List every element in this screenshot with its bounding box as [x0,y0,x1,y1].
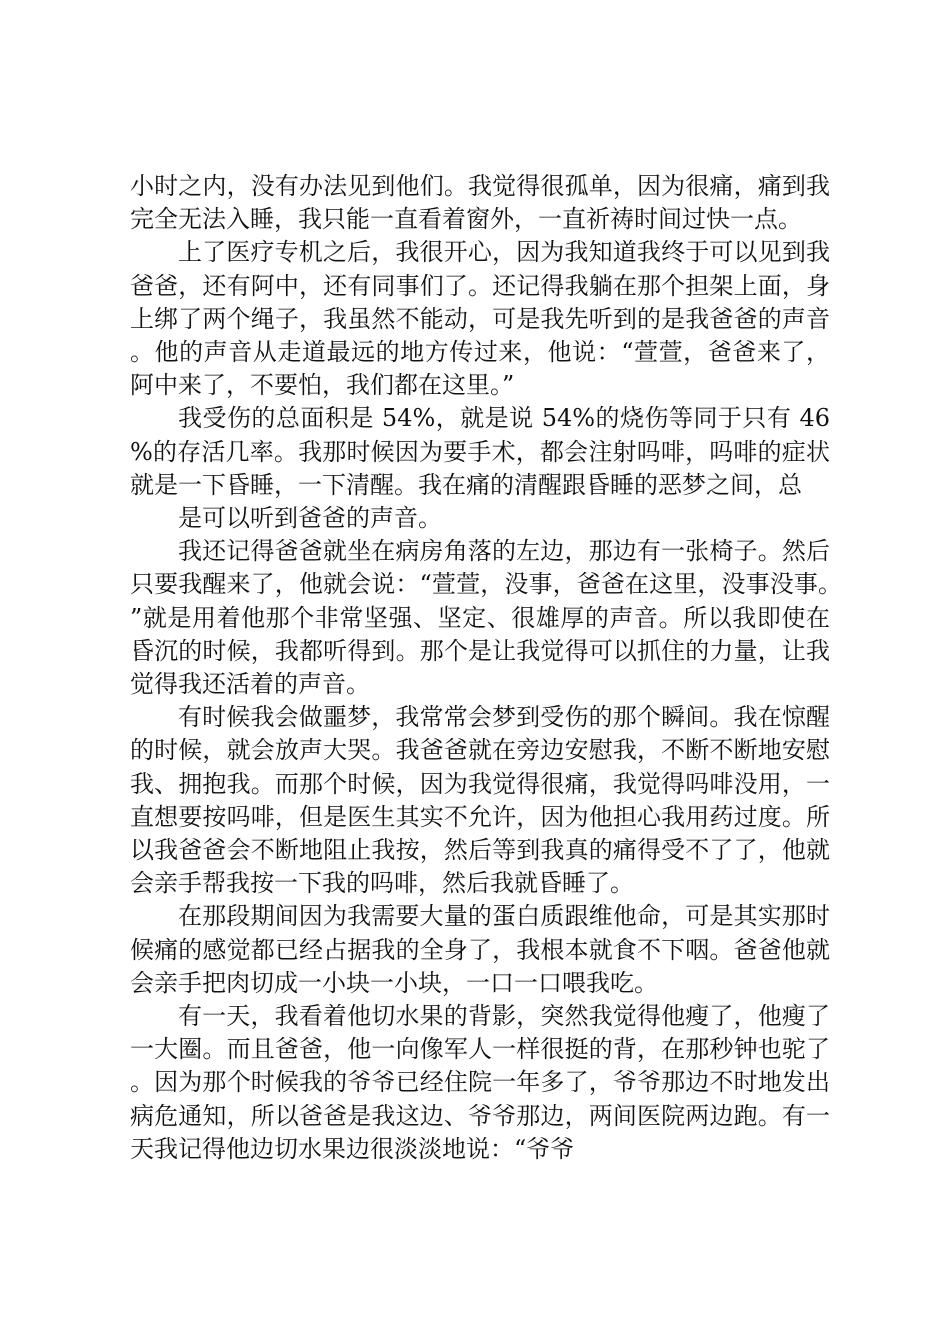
paragraph-3: 我受伤的总面积是 54%，就是说 54%的烧伤等同于只有 46%的存活几率。我那时候因为要手术，都会注射吗啡，吗啡的症状就是一下昏睡，一下清醒。我在痛的清醒跟昏睡的恶梦之间，总 [130,404,830,499]
paragraph-1: 小时之内，没有办法见到他们。我觉得很孤单，因为很痛，痛到我完全无法入睡，我只能一直看着窗外，一直祈祷时间过快一点。 [130,172,830,234]
paragraph-6: 有时候我会做噩梦，我常常会梦到受伤的那个瞬间。我在惊醒的时候，就会放声大哭。我爸爸就在旁边安慰我，不断不断地安慰我、拥抱我。而那个时候，因为我觉得很痛，我觉得吗啡没用，一直想要按吗啡，但是医生其实不允许，因为他担心我用药过度。所以我爸爸会不断地阻止我按，然后等到我真的痛得受不了了，他就会亲手帮我按一下我的吗啡，然后我就昏睡了。 [130,703,830,898]
paragraph-2: 上了医疗专机之后，我很开心，因为我知道我终于可以见到我爸爸，还有阿中，还有同事们了。还记得我躺在那个担架上面，身上绑了两个绳子，我虽然不能动，可是我先听到的是我爸爸的声音。他的声音从走道最远的地方传过来，他说：“萱萱，爸爸来了，阿中来了，不要怕，我们都在这里。” [130,238,830,400]
paragraph-8: 有一天，我看着他切水果的背影，突然我觉得他瘦了，他瘦了一大圈。而且爸爸，他一向像军人一样很挺的背，在那秒钟也驼了。因为那个时候我的爷爷已经住院一年多了，爷爷那边不时地发出病危通知，所以爸爸是我这边、爷爷那边，两间医院两边跑。有一天我记得他边切水果边很淡淡地说：“爷爷 [130,1002,830,1163]
paragraph-4: 是可以听到爸爸的声音。 [178,504,442,533]
body-text [130,170,830,1166]
paragraph-5: 我还记得爸爸就坐在病房角落的左边，那边有一张椅子。然后只要我醒来了，他就会说：“萱萱，没事，爸爸在这里，没事没事。”就是用着他那个非常坚强、坚定、很雄厚的声音。所以我即使在昏沉的时候，我都听得到。那个是让我觉得可以抓住的力量，让我觉得我还活着的声音。 [130,537,830,699]
paragraph-7: 在那段期间因为我需要大量的蛋白质跟维他命，可是其实那时候痛的感觉都已经占据我的全身了，我根本就食不下咽。爸爸他就会亲手把肉切成一小块一小块，一口一口喂我吃。 [130,902,830,997]
